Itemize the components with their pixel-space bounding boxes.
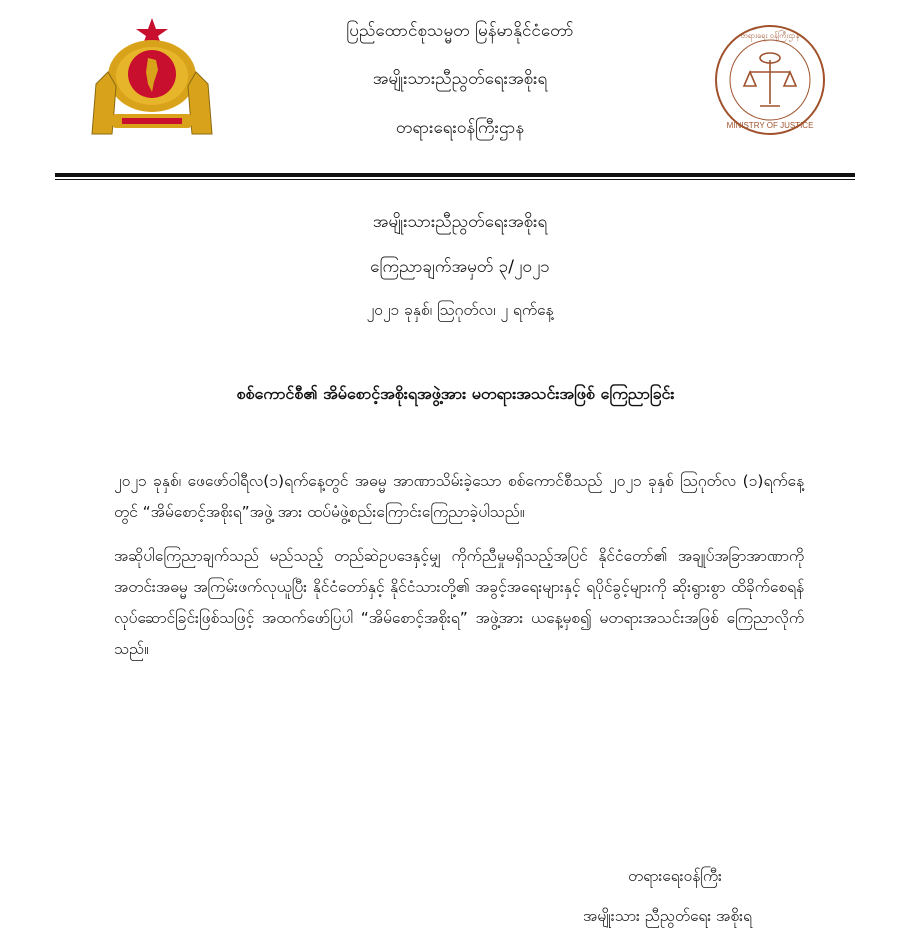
svg-text:တရားရေး ဝန်ကြီးဌာန: တရားရေး ဝန်ကြီးဌာန <box>740 31 800 40</box>
notice-number: ကြေညာချက်အမှတ် ၃/၂၀၂၁ <box>370 257 550 277</box>
notice-issuer: အမျိုးသားညီညွတ်ရေးအစိုးရ <box>372 212 548 232</box>
body-paragraph-1: ၂၀၂၁ ခုနှစ်၊ ဖေဖော်ဝါရီလ(၁)ရက်နေ့တွင် အဓမ္မ အာဏာသိမ်းခဲ့သော စစ်ကောင်စီသည် ၂၀၂၁ ခုနှစ် ဩဂုတ်လ (၁)ရက်နေ့ တွင် “အိမ်စောင့်အစိုးရ”အဖွဲ့ အား ထပ်မံဖွဲ့စည်းကြောင်းကြေညာခဲ့ပါသည်။ <box>114 472 804 521</box>
notice-subject: စစ်ကောင်စီ၏ အိမ်စောင့်အစိုးရအဖွဲ့အား မတရားအသင်းအဖြစ် ကြေညာခြင်း <box>236 384 675 403</box>
header-ministry-name: တရားရေးဝန်ကြီးဌာန <box>395 118 525 138</box>
body-paragraph-2: အဆိုပါကြေညာချက်သည် မည်သည့် တည်ဆဲဥပဒေနှင့်မျှ ကိုက်ညီမှုမရှိသည့်အပြင် နိုင်ငံတော်၏ အချုပ်အခြာအာဏာကို အတင်းအဓမ္မ အကြမ်းဖက်လုယူပြီး နိုင်ငံတော်နှင့် နိုင်ငံသားတို့၏ အခွင့်အရေးများနှင့် ရပိုင်ခွင့်များကို ဆိုးရွားစွာ ထိခိုက်စေရန် လုပ်ဆောင်ခြင်းဖြစ်သဖြင့် အထက်ဖော်ပြပါ “အိမ်စောင့်အစိုးရ” အဖွဲ့အား ယနေ့မှစ၍ မတရားအသင်းအဖြစ် ကြေညာလိုက်သည်။ <box>114 547 804 658</box>
signature-title: တရားရေးဝန်ကြီး <box>628 867 722 885</box>
scales-icon <box>744 53 796 106</box>
signature-government: အမျိုးသား ညီညွတ်ရေး အစိုးရ <box>583 907 752 925</box>
notice-date: ၂၀၂၁ ခုနှစ်၊ ဩဂုတ်လ၊ ၂ ရက်နေ့ <box>366 301 554 319</box>
header-government-name: အမျိုးသားညီညွတ်ရေးအစိုးရ <box>372 69 548 89</box>
ministry-of-justice-seal <box>712 22 828 138</box>
header-divider-thick <box>55 173 855 177</box>
svg-text:MINISTRY OF JUSTICE: MINISTRY OF JUSTICE <box>726 121 814 130</box>
header-divider-thin <box>55 179 855 180</box>
header-country-name: ပြည်ထောင်စုသမ္မတ မြန်မာနိုင်ငံတော် <box>346 21 574 41</box>
